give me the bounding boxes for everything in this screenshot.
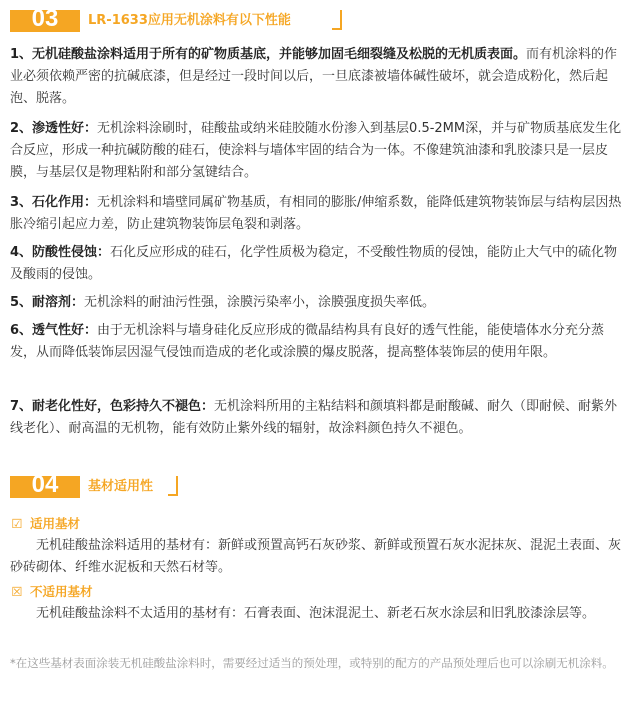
property-text: 无机涂料和墙壁同属矿物基质，有相同的膨胀/伸缩系数，能降低建筑物装饰层与结构层因热胀冷缩引起应力差，防止建筑物装饰层龟裂和剥落。	[10, 195, 622, 232]
title-bracket-decoration	[168, 476, 178, 496]
property-item-6	[10, 320, 622, 364]
title-bracket-decoration	[332, 10, 342, 30]
property-lead: 1、无机硅酸盐涂料适用于所有的矿物质基底，并能够加固毛细裂缝及松脱的无机质表面。	[10, 47, 527, 62]
suitable-text	[10, 535, 622, 579]
property-item-5	[10, 292, 622, 314]
suitable-heading-label: 适用基材	[30, 516, 81, 531]
unsuitable-text-content: 无机硅酸盐涂料不太适用的基材有：石膏表面、泡沫混泥土、新老石灰水涂层和旧乳胶漆涂层等。	[36, 606, 596, 621]
unsuitable-text	[10, 603, 622, 625]
checkbox-checked-icon: ☑	[11, 516, 23, 531]
section-number: 04	[31, 471, 59, 498]
property-item-1	[10, 44, 622, 110]
property-text: 石化反应形成的硅石，化学性质极为稳定，不受酸性物质的侵蚀，能防止大气中的硫化物及酸雨的侵蚀。	[10, 245, 618, 282]
footnote: *在这些基材表面涂装无机硅酸盐涂料时，需要经过适当的预处理，或特别的配方的产品预处理后也可以涂刷无机涂料。	[10, 656, 614, 670]
unsuitable-heading-label: 不适用基材	[30, 584, 93, 599]
property-item-2	[10, 118, 622, 184]
property-lead: 7、耐老化性好，色彩持久不褪色：	[10, 399, 215, 414]
section-header-04	[10, 472, 370, 498]
section-header-03	[10, 6, 370, 32]
property-lead: 3、石化作用：	[10, 195, 98, 210]
property-item-3	[10, 192, 622, 236]
property-text: 无机涂料的耐油污性强，涂膜污染率小，涂膜强度损失率低。	[84, 295, 436, 310]
section-number: 03	[31, 5, 59, 32]
property-lead: 6、透气性好：	[10, 323, 98, 338]
property-text: 而有机涂料的作业必须依赖严密的抗碱底漆，但是经过一段时间以后，一旦底漆被墙体碱性破坏，就会造成粉化，然后起泡、脱落。	[10, 47, 618, 106]
property-lead: 4、防酸性侵蚀：	[10, 245, 111, 260]
suitable-heading	[10, 514, 80, 534]
section-title: LR-1633应用无机涂料有以下性能	[88, 13, 291, 28]
property-text: 由于无机涂料与墙身硅化反应形成的微晶结构具有良好的透气性能，能使墙体水分充分蒸发，从而降低装饰层因湿气侵蚀而造成的老化或涂膜的爆皮脱落，提高整体装饰层的使用年限。	[10, 323, 605, 360]
property-text: 无机涂料所用的主粘结料和颜填料都是耐酸碱、耐久（即耐候、耐紫外线老化）、耐高温的无机物，能有效防止紫外线的辐射，故涂料颜色持久不褪色。	[10, 399, 618, 436]
property-item-7	[10, 396, 622, 440]
property-lead: 5、耐溶剂：	[10, 295, 85, 310]
unsuitable-heading	[10, 582, 93, 602]
checkbox-crossed-icon: ☒	[11, 584, 23, 599]
property-text: 无机涂料涂刷时，硅酸盐或纳米硅胶随水份渗入到基层0.5-2MM深，并与矿物质基底发生化合反应，形成一种抗碱防酸的硅石，使涂料与墙体牢固的结合为一体。不像建筑油漆和乳胶漆只是一层皮膜，与基层仅是物理粘附和部分氢键结合。	[10, 121, 622, 180]
property-lead: 2、渗透性好：	[10, 121, 98, 136]
suitable-text-content: 无机硅酸盐涂料适用的基材有：新鲜或预置高钙石灰砂浆、新鲜或预置石灰水泥抹灰、混泥土表面、灰砂砖砌体、纤维水泥板和天然石材等。	[10, 538, 622, 575]
property-item-4	[10, 242, 622, 286]
section-title: 基材适用性	[88, 479, 154, 494]
